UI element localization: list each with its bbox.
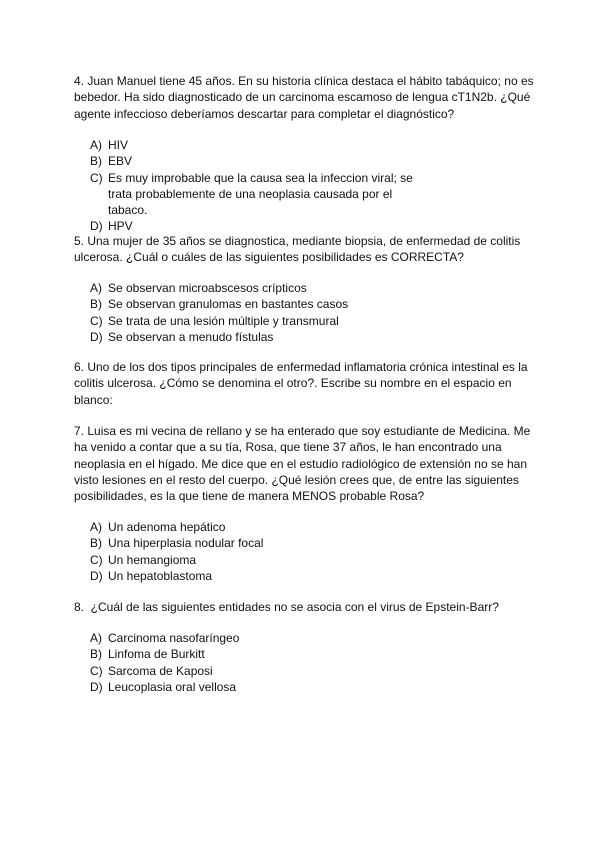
question-stem: 5. Una mujer de 35 años se diagnostica, mediante biopsia, de enfermedad de colitis ulcerosa. ¿Cuál o cuáles de las siguientes posibilidades es CORRECTA? bbox=[74, 234, 521, 265]
option-d: D) Un hepatoblastoma bbox=[90, 568, 213, 583]
question-stem: 8. ¿Cuál de las siguientes entidades no se asocia con el virus de Epstein-Barr? bbox=[74, 600, 499, 614]
option-c: C) Sarcoma de Kaposi bbox=[90, 663, 213, 678]
option-a: A) Un adenoma hepático bbox=[90, 520, 226, 534]
question-5 bbox=[74, 233, 544, 266]
question-stem: 7. Luisa es mi vecina de rellano y se ha enterado que soy estudiante de Medicina. Me ha venido a contar que a su tía, Rosa, que tiene 37 años, le han encontrado una neoplasia en el hígado. Me dice que en el estudio radiológico de extensión no se han visto lesiones en el resto del cuerpo. ¿Qué lesión crees que, de entre las siguientes posibilidades, es la que tiene de manera MENOS probable Rosa? bbox=[74, 424, 531, 504]
option-a: A) HIV bbox=[90, 138, 129, 152]
option-b: B) Linfoma de Burkitt bbox=[90, 647, 205, 662]
options-list bbox=[74, 519, 514, 584]
question-4 bbox=[74, 73, 544, 122]
option-b: B) Se observan granulomas en bastantes casos bbox=[90, 297, 349, 312]
options-list bbox=[74, 630, 514, 695]
option-a: A) Carcinoma nasofaríngeo bbox=[90, 631, 240, 645]
option-d: D) Se observan a menudo fístulas bbox=[90, 329, 274, 344]
question-stem: 4. Juan Manuel tiene 45 años. En su historia clínica destaca el hábito tabáquico; no es bebedor. Ha sido diagnosticado de un carcinoma escamoso de lengua cT1N2b. ¿Qué agente infeccioso deberíamos descartar para completar el diagnóstico? bbox=[74, 74, 534, 121]
question-8 bbox=[74, 599, 544, 615]
question-7 bbox=[74, 423, 544, 504]
option-d: D) HPV bbox=[90, 219, 133, 234]
option-b: B) EBV bbox=[90, 154, 133, 169]
options-list bbox=[74, 137, 514, 235]
option-b: B) Una hiperplasia nodular focal bbox=[90, 536, 264, 551]
option-d: D) Leucoplasia oral vellosa bbox=[90, 679, 237, 694]
option-c: C) Es muy improbable que la causa sea la infeccion viral; se trata probablemente de una neoplasia causada por el tabaco. bbox=[90, 170, 413, 218]
option-a: A) Se observan microabscesos crípticos bbox=[90, 281, 307, 295]
question-stem: 6. Uno de los dos tipos principales de enfermedad inflamatoria crónica intestinal es la colitis ulcerosa. ¿Cómo se denomina el otro?. Escribe su nombre en el espacio en blanco: bbox=[74, 360, 528, 407]
options-list bbox=[74, 280, 514, 345]
question-6 bbox=[74, 359, 544, 408]
option-c: C) Se trata de una lesión múltiple y transmural bbox=[90, 313, 339, 328]
option-c: C) Un hemangioma bbox=[90, 552, 197, 567]
